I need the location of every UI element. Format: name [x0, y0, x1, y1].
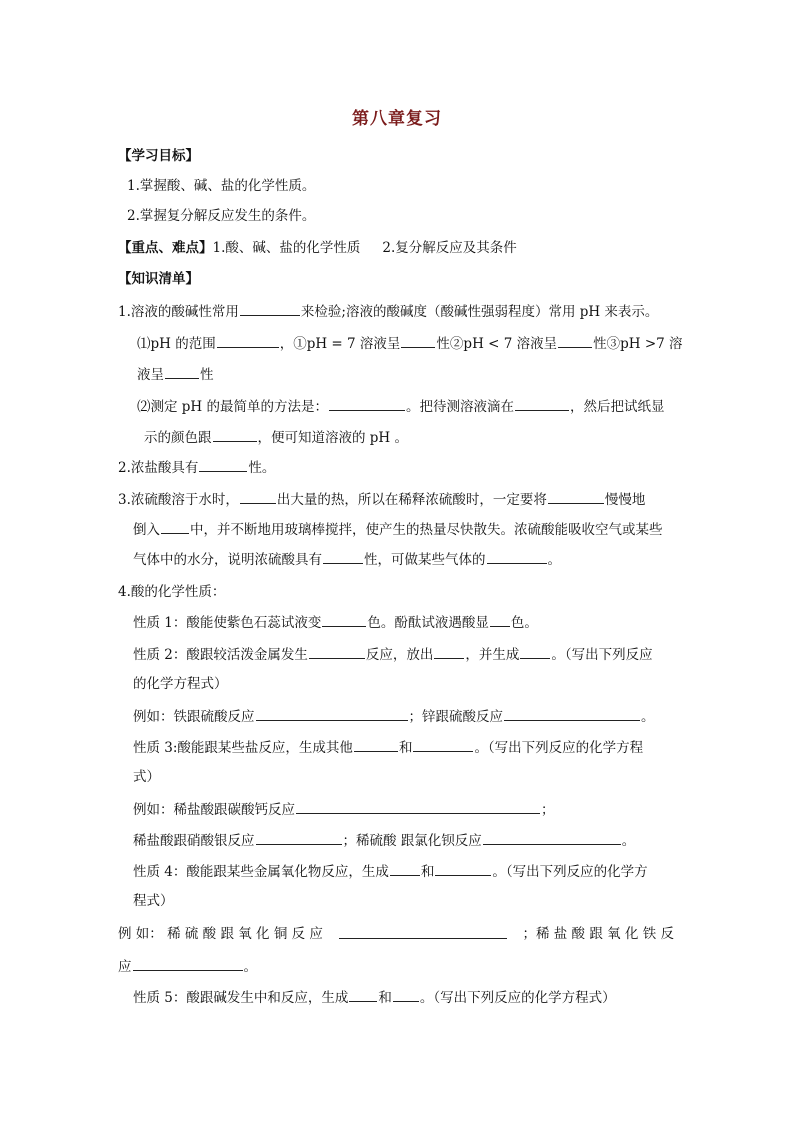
blank[interactable] [354, 737, 398, 752]
question-3-line-3 [133, 549, 561, 570]
property-1-line [133, 612, 538, 633]
q4-text: 。（写出下列反应 [551, 647, 653, 663]
example-3-line [133, 830, 635, 851]
example-4-row [118, 924, 674, 944]
question-1-line-2 [137, 333, 683, 354]
q3-text: 中，并不断地用玻璃棒搅拌，使产生的热量尽快散失。浓硫酸能吸收空气或某些 [190, 522, 663, 538]
q1-text: 来检验;溶液的酸碱度（酸碱性强弱程度）常用 pH 来表示。 [300, 304, 659, 320]
example-4-line-1 [118, 924, 674, 944]
q4-text: 。（写出下列反应的化学方程 [474, 740, 644, 756]
blank[interactable] [487, 549, 547, 564]
q4-text: ；稀硫酸 跟氯化钡反应 [342, 833, 482, 849]
q4-text: ；稀 盐 酸 跟 氧 化 铁 反 [522, 926, 674, 942]
example-1-line [133, 706, 655, 727]
blank[interactable] [329, 396, 405, 411]
property-4-line-2: 程式） [133, 893, 174, 909]
goal-1: 1.掌握酸、碱、盐的化学性质。 [127, 178, 316, 194]
q1-text: 。把待测溶液滴在 [406, 399, 514, 415]
q1-text: ，便可知道溶液的 pH 。 [257, 430, 408, 446]
blank[interactable] [309, 644, 365, 659]
question-3-line-2 [133, 519, 663, 540]
q4-text: 。（写出下列反应的化学方 [492, 864, 648, 880]
page-title: 第八章复习 [352, 109, 442, 129]
blank[interactable] [490, 612, 510, 627]
example-4-line-2 [118, 956, 257, 977]
key-point-2: 2.复分解反应及其条件 [382, 240, 517, 256]
property-2-line-1 [133, 644, 653, 665]
blank[interactable] [161, 519, 189, 534]
blank[interactable] [548, 489, 604, 504]
blank[interactable] [504, 706, 640, 721]
blank[interactable] [339, 924, 507, 939]
key-point-1: 1.酸、碱、盐的化学性质 [212, 240, 361, 256]
blank[interactable] [240, 489, 276, 504]
blank[interactable] [390, 861, 420, 876]
q2-text: 2.浓盐酸具有 [118, 460, 199, 476]
q4-text: 色。 [510, 615, 538, 631]
q4-text: 例如：铁跟硫酸反应 [133, 709, 255, 725]
property-3-line-1 [133, 737, 643, 758]
blank[interactable] [322, 612, 366, 627]
q1-text: 液呈 [137, 367, 164, 383]
blank[interactable] [393, 987, 419, 1002]
blank[interactable] [515, 396, 569, 411]
question-3-line-1 [118, 489, 645, 510]
blank[interactable] [483, 830, 621, 845]
q4-text: 反应，放出 [365, 647, 434, 663]
blank[interactable] [296, 799, 540, 814]
blank[interactable] [349, 987, 377, 1002]
q4-text: 和 [398, 740, 413, 756]
q4-text: 性质 4：酸能跟某些金属氧化物反应，生成 [133, 864, 389, 880]
blank[interactable] [240, 301, 300, 316]
blank[interactable] [199, 457, 247, 472]
q4-text: 。（写出下列反应的化学方程式） [419, 990, 616, 1006]
goal-2: 2.掌握复分解反应发生的条件。 [127, 208, 316, 224]
q4-text: 应 [118, 959, 132, 975]
property-4-line-1 [133, 861, 648, 882]
q1-text: 性③pH >7 溶 [593, 336, 683, 352]
q4-text: 色。酚酞试液遇酸显 [367, 615, 489, 631]
blank[interactable] [323, 549, 363, 564]
blank[interactable] [434, 644, 464, 659]
key-points-line [118, 238, 517, 258]
q3-text: 出大量的热，所以在稀释浓硫酸时，一定要将 [276, 492, 547, 508]
property-5-line [133, 987, 616, 1008]
q1-text: 性 [200, 367, 214, 383]
q3-text: 慢慢地 [604, 492, 646, 508]
q3-text: 3.浓硫酸溶于水时， [118, 492, 239, 508]
question-1-line-5 [144, 427, 408, 448]
q4-text: 。 [243, 959, 257, 975]
question-2-line [118, 457, 275, 478]
q4-text: 和 [378, 990, 392, 1006]
q4-text: 例 如： 稀 硫 酸 跟 氧 化 铜 反 应 [118, 926, 323, 942]
blank[interactable] [165, 364, 199, 379]
blank[interactable] [256, 830, 342, 845]
key-points-header: 【重点、难点】 [118, 240, 213, 256]
question-1-line-4 [137, 396, 665, 417]
q1-text: 示的颜色跟 [144, 430, 212, 446]
blank[interactable] [435, 861, 491, 876]
q4-text: 。 [641, 709, 655, 725]
q1-text: ⑵测定 pH 的最简单的方法是： [137, 399, 328, 415]
blank[interactable] [217, 333, 279, 348]
question-1-line-3 [137, 364, 214, 385]
blank[interactable] [256, 706, 408, 721]
q1-text: ⑴pH 的范围 [137, 336, 216, 352]
q4-text: 。 [621, 833, 636, 849]
q4-text: 稀盐酸跟硝酸银反应 [133, 833, 255, 849]
q1-text: ，①pH = 7 溶液呈 [279, 336, 401, 352]
goals-header: 【学习目标】 [118, 148, 199, 164]
q4-text: 性质 5：酸跟碱发生中和反应，生成 [133, 990, 349, 1006]
q4-text: ； [541, 802, 555, 818]
question-1-line-1 [118, 301, 658, 322]
q4-text: 例如：稀盐酸跟碳酸钙反应 [133, 802, 295, 818]
q1-text: 性②pH < 7 溶液呈 [436, 336, 558, 352]
blank[interactable] [213, 427, 257, 442]
property-3-line-2: 式） [133, 769, 160, 785]
q3-text: 。 [547, 552, 561, 568]
knowledge-list-header: 【知识清单】 [118, 271, 199, 287]
question-4-header: 4.酸的化学性质： [118, 584, 226, 600]
q4-text: 和 [420, 864, 435, 880]
q4-text: 性质 2：酸跟较活泼金属发生 [133, 647, 308, 663]
q1-text: 1.溶液的酸碱性常用 [118, 304, 239, 320]
blank[interactable] [133, 956, 243, 971]
q3-text: 倒入 [133, 522, 160, 538]
blank[interactable] [401, 333, 435, 348]
blank[interactable] [558, 333, 592, 348]
example-2-line [133, 799, 555, 820]
q4-text: 性质 1：酸能使紫色石蕊试液变 [133, 615, 322, 631]
blank[interactable] [520, 644, 550, 659]
q4-text: ；锌跟硫酸反应 [408, 709, 503, 725]
q1-text: ，然后把试纸显 [570, 399, 665, 415]
q3-text: 性，可做某些气体的 [364, 552, 486, 568]
q2-text: 性。 [248, 460, 276, 476]
property-2-line-2: 的化学方程式） [133, 676, 228, 692]
q4-text: ，并生成 [465, 647, 520, 663]
q4-text: 性质 3:酸能跟某些盐反应，生成其他 [133, 740, 353, 756]
q3-text: 气体中的水分，说明浓硫酸具有 [133, 552, 322, 568]
blank[interactable] [413, 737, 473, 752]
